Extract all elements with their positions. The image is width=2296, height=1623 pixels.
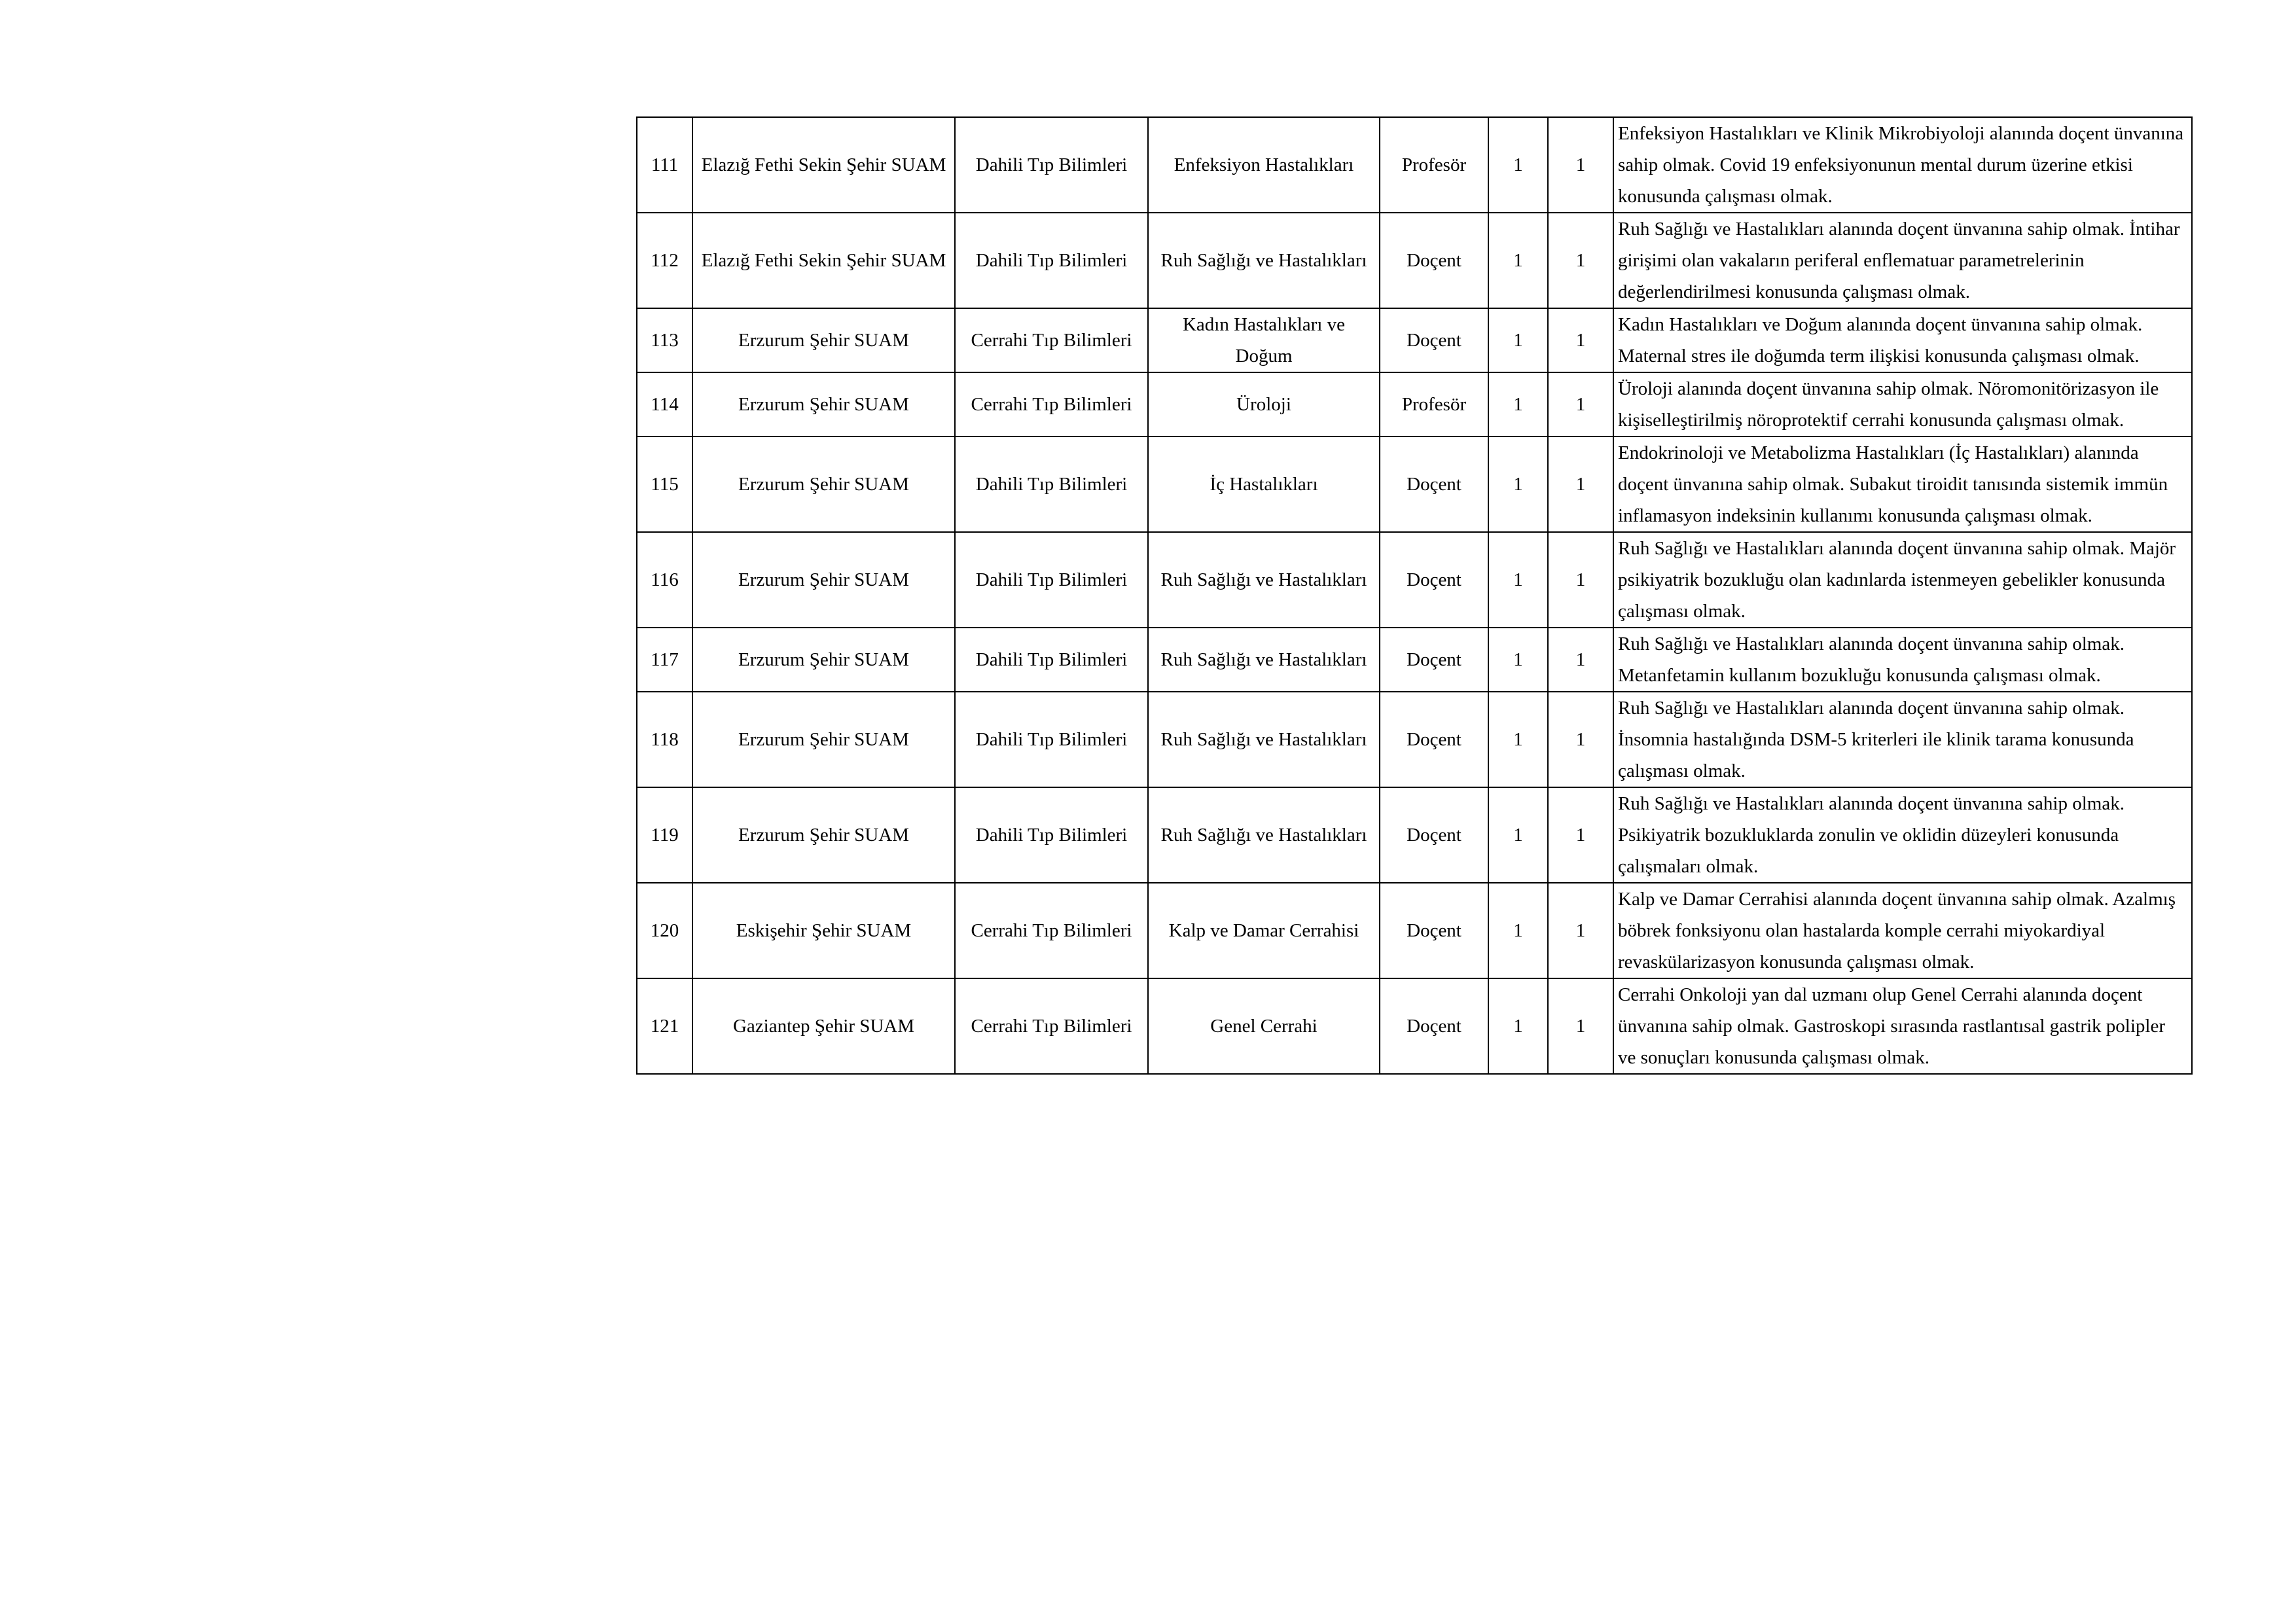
requirements-cell: Üroloji alanında doçent ünvanına sahip olmak. Nöromonitörizasyon ile kişiselleştirilmiş nöroprotektif cerrahi konusunda çalışması olmak.: [1613, 372, 2192, 437]
requirements-cell: Ruh Sağlığı ve Hastalıkları alanında doçent ünvanına sahip olmak. Psikiyatrik bozukluklarda zonulin ve oklidin düzeyleri konusunda çalışmaları olmak.: [1613, 787, 2192, 883]
row-number: 121: [637, 978, 692, 1074]
table-row: [637, 532, 2192, 628]
department-cell: İç Hastalıkları: [1148, 437, 1380, 532]
department-cell: Ruh Sağlığı ve Hastalıkları: [1148, 532, 1380, 628]
requirements-cell: Ruh Sağlığı ve Hastalıkları alanında doçent ünvanına sahip olmak. İnsomnia hastalığında DSM-5 kriterleri ile klinik tarama konusunda çalışması olmak.: [1613, 692, 2192, 787]
table-row: [637, 213, 2192, 308]
requirements-cell: Enfeksiyon Hastalıkları ve Klinik Mikrobiyoloji alanında doçent ünvanına sahip olmak. Covid 19 enfeksiyonunun mental durum üzerine etkisi konusunda çalışması olmak.: [1613, 117, 2192, 213]
academic-title-cell: Doçent: [1380, 692, 1488, 787]
department-cell: Enfeksiyon Hastalıkları: [1148, 117, 1380, 213]
institution-cell: Eskişehir Şehir SUAM: [692, 883, 955, 978]
department-cell: Kalp ve Damar Cerrahisi: [1148, 883, 1380, 978]
academic-title-cell: Doçent: [1380, 532, 1488, 628]
academic-title-cell: Profesör: [1380, 372, 1488, 437]
table-row: [637, 692, 2192, 787]
department-cell: Kadın Hastalıkları ve Doğum: [1148, 308, 1380, 372]
count-cell: 1: [1488, 628, 1548, 692]
row-number: 116: [637, 532, 692, 628]
count-cell: 1: [1548, 213, 1613, 308]
count-cell: 1: [1488, 437, 1548, 532]
academic-title-cell: Doçent: [1380, 437, 1488, 532]
requirements-cell: Kadın Hastalıkları ve Doğum alanında doçent ünvanına sahip olmak. Maternal stres ile doğumda term ilişkisi konusunda çalışması olmak.: [1613, 308, 2192, 372]
count-cell: 1: [1548, 883, 1613, 978]
count-cell: 1: [1548, 692, 1613, 787]
field-group-cell: Dahili Tıp Bilimleri: [955, 787, 1148, 883]
row-number: 115: [637, 437, 692, 532]
count-cell: 1: [1548, 628, 1613, 692]
department-cell: Ruh Sağlığı ve Hastalıkları: [1148, 692, 1380, 787]
institution-cell: Erzurum Şehir SUAM: [692, 532, 955, 628]
institution-cell: Erzurum Şehir SUAM: [692, 787, 955, 883]
institution-cell: Erzurum Şehir SUAM: [692, 308, 955, 372]
row-number: 117: [637, 628, 692, 692]
field-group-cell: Cerrahi Tıp Bilimleri: [955, 978, 1148, 1074]
department-cell: Ruh Sağlığı ve Hastalıkları: [1148, 787, 1380, 883]
field-group-cell: Dahili Tıp Bilimleri: [955, 437, 1148, 532]
field-group-cell: Dahili Tıp Bilimleri: [955, 117, 1148, 213]
academic-title-cell: Profesör: [1380, 117, 1488, 213]
table-row: [637, 437, 2192, 532]
requirements-cell: Kalp ve Damar Cerrahisi alanında doçent ünvanına sahip olmak. Azalmış böbrek fonksiyonu olan hastalarda komple cerrahi miyokardiyal revaskülarizasyon konusunda çalışması olmak.: [1613, 883, 2192, 978]
count-cell: 1: [1488, 978, 1548, 1074]
count-cell: 1: [1488, 308, 1548, 372]
row-number: 119: [637, 787, 692, 883]
count-cell: 1: [1488, 372, 1548, 437]
count-cell: 1: [1548, 532, 1613, 628]
institution-cell: Erzurum Şehir SUAM: [692, 628, 955, 692]
department-cell: Ruh Sağlığı ve Hastalıkları: [1148, 213, 1380, 308]
table-row: [637, 372, 2192, 437]
row-number: 113: [637, 308, 692, 372]
row-number: 112: [637, 213, 692, 308]
field-group-cell: Cerrahi Tıp Bilimleri: [955, 372, 1148, 437]
table-row: [637, 787, 2192, 883]
count-cell: 1: [1488, 117, 1548, 213]
count-cell: 1: [1488, 883, 1548, 978]
row-number: 111: [637, 117, 692, 213]
requirements-cell: Endokrinoloji ve Metabolizma Hastalıkları (İç Hastalıkları) alanında doçent ünvanına sahip olmak. Subakut tiroidit tanısında sistemik immün inflamasyon indeksinin kullanımı konusunda çalışması olmak.: [1613, 437, 2192, 532]
field-group-cell: Cerrahi Tıp Bilimleri: [955, 883, 1148, 978]
academic-title-cell: Doçent: [1380, 628, 1488, 692]
department-cell: Üroloji: [1148, 372, 1380, 437]
academic-title-cell: Doçent: [1380, 883, 1488, 978]
academic-title-cell: Doçent: [1380, 213, 1488, 308]
count-cell: 1: [1488, 213, 1548, 308]
table-body: [637, 117, 2192, 1074]
department-cell: Ruh Sağlığı ve Hastalıkları: [1148, 628, 1380, 692]
count-cell: 1: [1548, 308, 1613, 372]
table-row: [637, 883, 2192, 978]
table-row: [637, 308, 2192, 372]
field-group-cell: Cerrahi Tıp Bilimleri: [955, 308, 1148, 372]
table-row: [637, 628, 2192, 692]
requirements-cell: Ruh Sağlığı ve Hastalıkları alanında doçent ünvanına sahip olmak. İntihar girişimi olan vakaların periferal enflematuar parametrelerinin değerlendirilmesi konusunda çalışması olmak.: [1613, 213, 2192, 308]
count-cell: 1: [1548, 372, 1613, 437]
department-cell: Genel Cerrahi: [1148, 978, 1380, 1074]
table-row: [637, 117, 2192, 213]
row-number: 120: [637, 883, 692, 978]
institution-cell: Erzurum Şehir SUAM: [692, 437, 955, 532]
row-number: 118: [637, 692, 692, 787]
field-group-cell: Dahili Tıp Bilimleri: [955, 628, 1148, 692]
requirements-cell: Ruh Sağlığı ve Hastalıkları alanında doçent ünvanına sahip olmak. Majör psikiyatrik bozukluğu olan kadınlarda istenmeyen gebelikler konusunda çalışması olmak.: [1613, 532, 2192, 628]
count-cell: 1: [1548, 978, 1613, 1074]
institution-cell: Gaziantep Şehir SUAM: [692, 978, 955, 1074]
field-group-cell: Dahili Tıp Bilimleri: [955, 213, 1148, 308]
row-number: 114: [637, 372, 692, 437]
table-row: [637, 978, 2192, 1074]
count-cell: 1: [1488, 692, 1548, 787]
field-group-cell: Dahili Tıp Bilimleri: [955, 692, 1148, 787]
count-cell: 1: [1488, 532, 1548, 628]
institution-cell: Erzurum Şehir SUAM: [692, 372, 955, 437]
institution-cell: Erzurum Şehir SUAM: [692, 692, 955, 787]
count-cell: 1: [1548, 117, 1613, 213]
academic-title-cell: Doçent: [1380, 308, 1488, 372]
field-group-cell: Dahili Tıp Bilimleri: [955, 532, 1148, 628]
faculty-positions-table: [636, 116, 2193, 1075]
count-cell: 1: [1548, 437, 1613, 532]
count-cell: 1: [1488, 787, 1548, 883]
academic-title-cell: Doçent: [1380, 978, 1488, 1074]
requirements-cell: Cerrahi Onkoloji yan dal uzmanı olup Genel Cerrahi alanında doçent ünvanına sahip olmak. Gastroskopi sırasında rastlantısal gastrik polipler ve sonuçları konusunda çalışması olmak.: [1613, 978, 2192, 1074]
count-cell: 1: [1548, 787, 1613, 883]
academic-title-cell: Doçent: [1380, 787, 1488, 883]
requirements-cell: Ruh Sağlığı ve Hastalıkları alanında doçent ünvanına sahip olmak. Metanfetamin kullanım bozukluğu konusunda çalışması olmak.: [1613, 628, 2192, 692]
institution-cell: Elazığ Fethi Sekin Şehir SUAM: [692, 117, 955, 213]
institution-cell: Elazığ Fethi Sekin Şehir SUAM: [692, 213, 955, 308]
